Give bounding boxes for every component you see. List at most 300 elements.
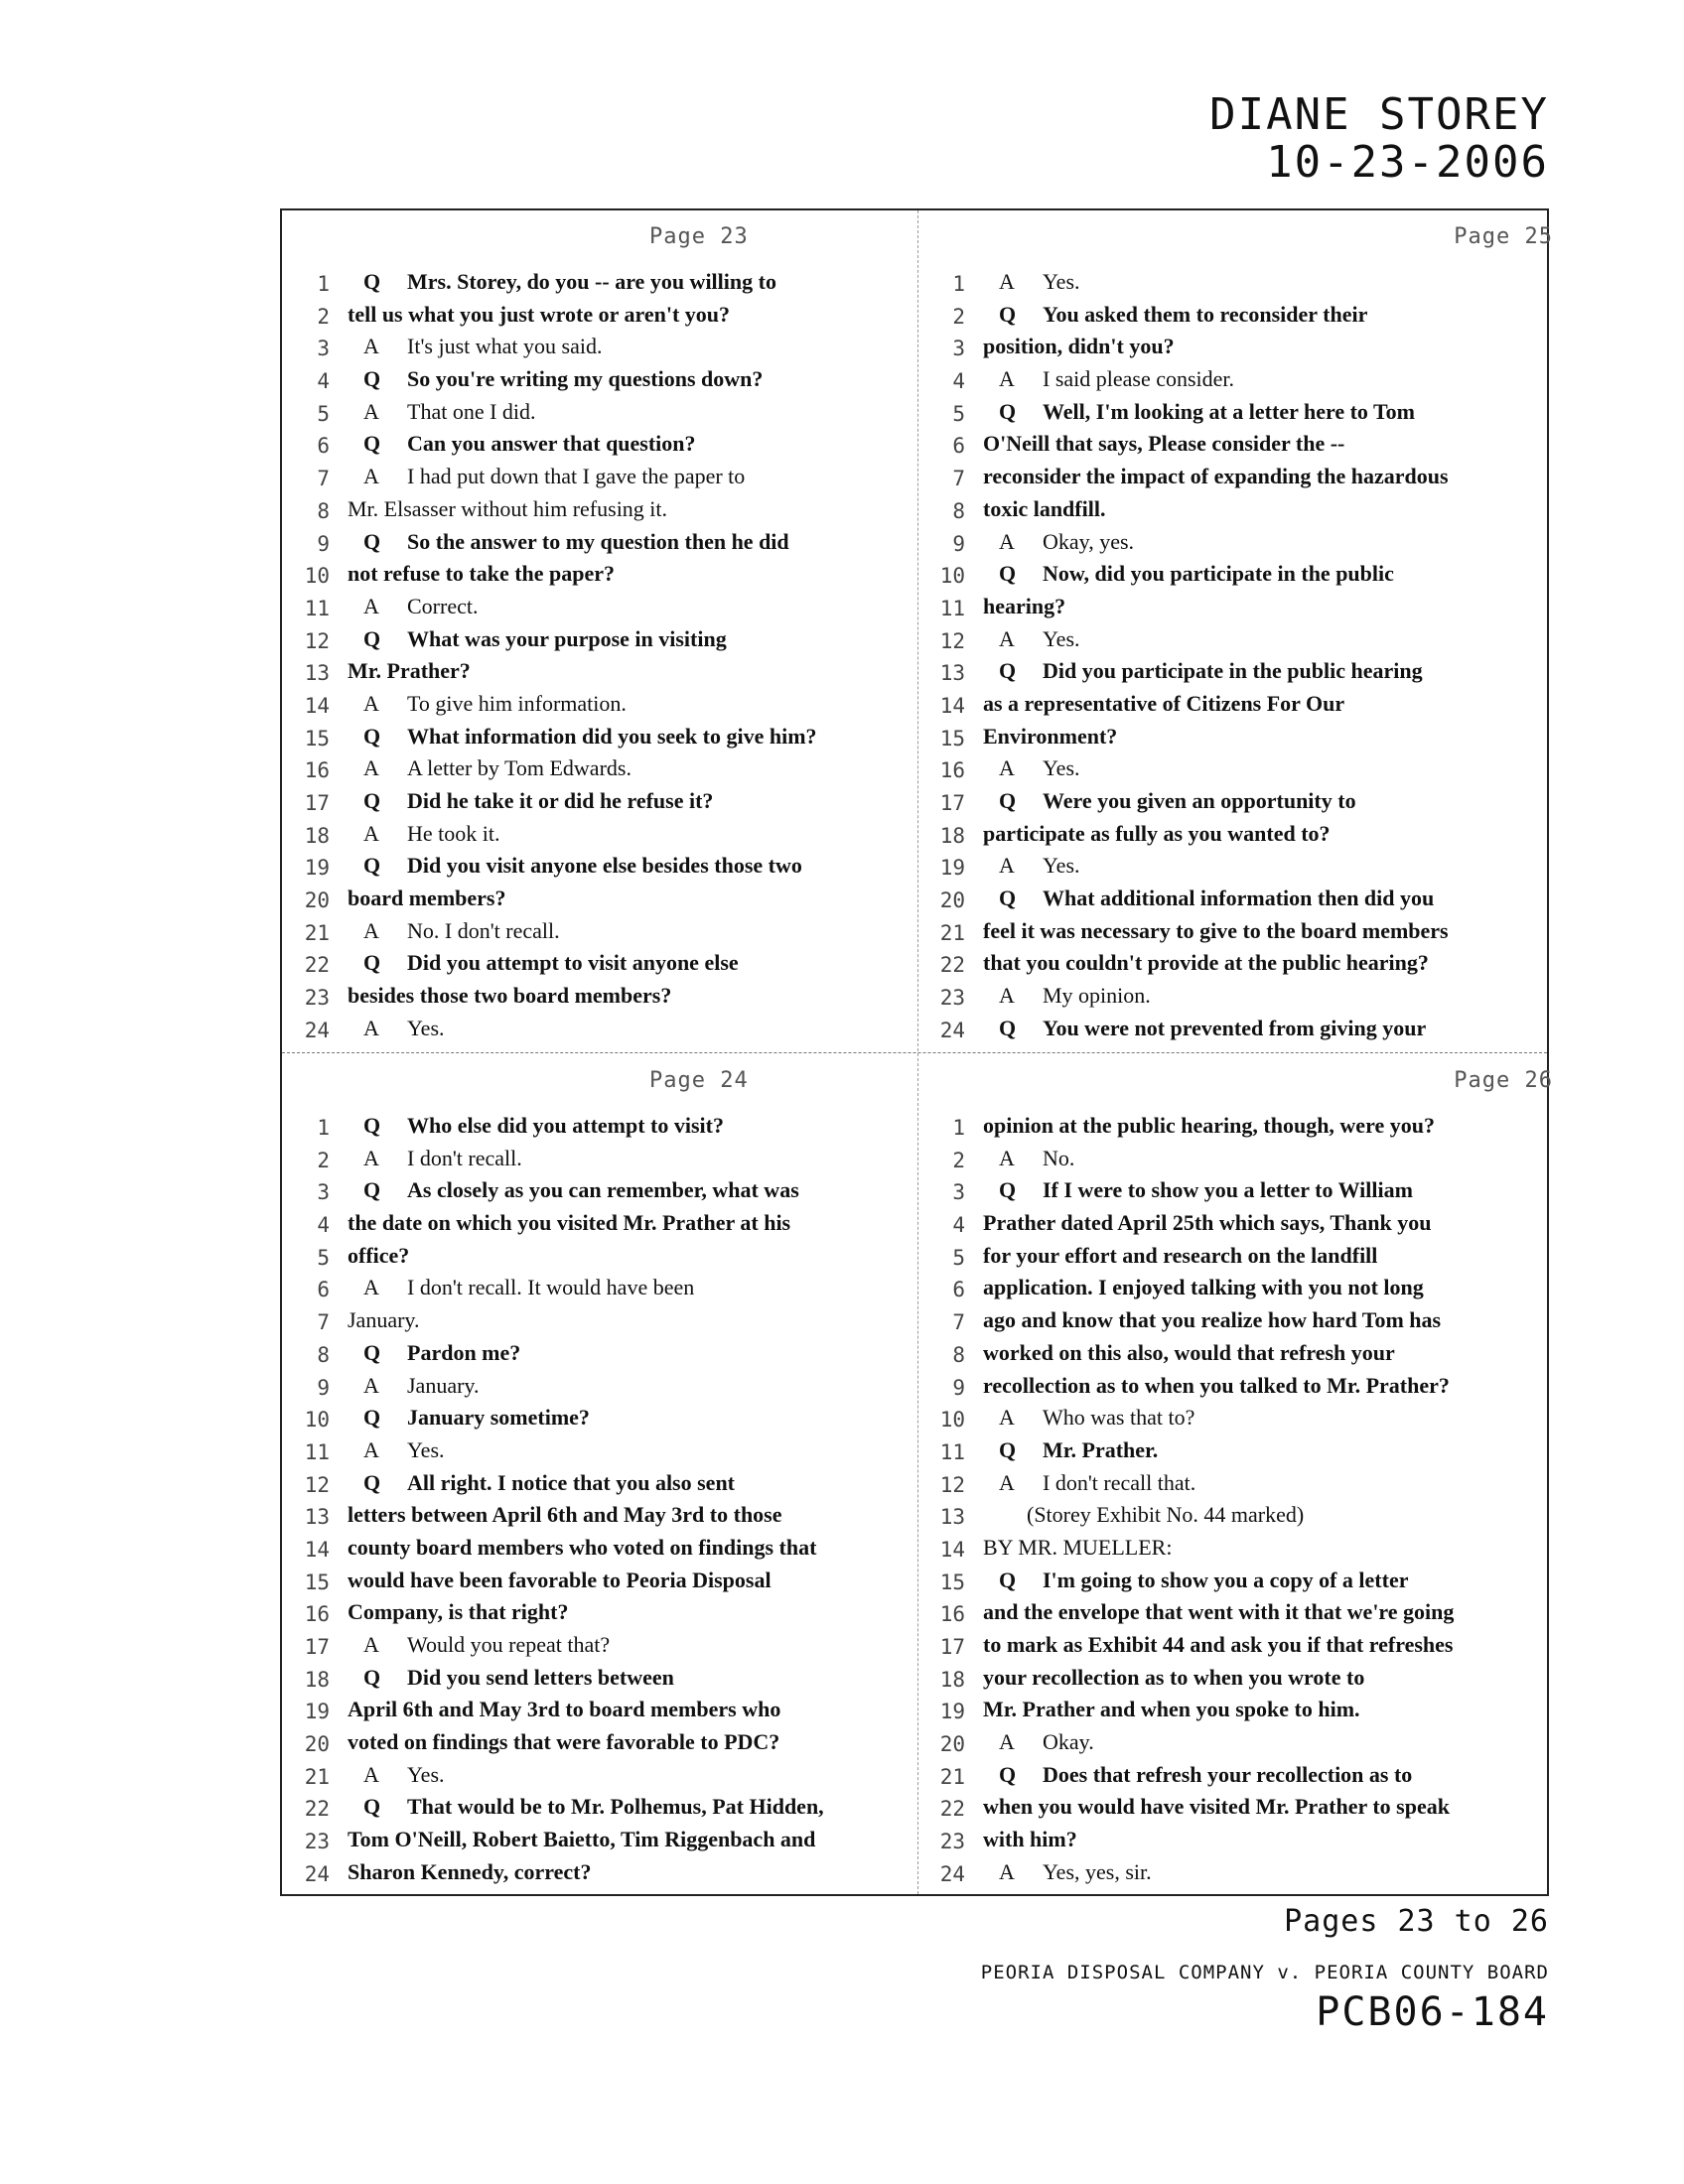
- line-number: 16: [304, 758, 330, 783]
- transcript-line: [292, 398, 908, 431]
- line-text: [363, 691, 627, 717]
- transcript-line: [292, 1112, 908, 1145]
- line-number: 7: [317, 467, 330, 491]
- transcript-line: [292, 430, 908, 463]
- speaker-marker: A: [999, 755, 1015, 781]
- transcript-line: [292, 917, 908, 950]
- line-number: 14: [304, 693, 330, 718]
- testimony-text: Mrs. Storey, do you -- are you willing to: [407, 269, 776, 294]
- speaker-marker: Q: [999, 1436, 1017, 1462]
- line-number: 11: [304, 596, 330, 620]
- line-text: [363, 1113, 724, 1139]
- line-number: 5: [952, 1245, 965, 1270]
- line-text: [363, 1146, 522, 1171]
- transcript-line: [292, 495, 908, 528]
- line-text: [983, 1794, 1450, 1820]
- transcript-line: [927, 690, 1543, 723]
- line-text: [983, 1113, 1435, 1139]
- transcript-line: [292, 787, 908, 820]
- line-number: 22: [304, 953, 330, 978]
- line-text: [999, 755, 1080, 781]
- line-text: [983, 918, 1449, 944]
- line-text: [363, 1665, 674, 1691]
- transcript-line: [927, 1793, 1543, 1826]
- testimony-text: April 6th and May 3rd to board members who: [348, 1697, 781, 1722]
- transcript-line: [927, 463, 1543, 495]
- line-text: [999, 1859, 1152, 1885]
- transcript-line: [292, 1306, 908, 1339]
- transcript-line: [927, 1176, 1543, 1209]
- line-text: [999, 1146, 1074, 1171]
- line-text: [983, 1307, 1441, 1333]
- line-text: [363, 1016, 445, 1041]
- line-text: [363, 594, 478, 619]
- speaker-marker: A: [363, 917, 379, 943]
- transcript-line: [292, 593, 908, 625]
- line-number: 10: [939, 1408, 965, 1433]
- speaker-marker: A: [363, 334, 379, 359]
- testimony-text: Now, did you participate in the public: [1043, 561, 1394, 587]
- transcript-line: [927, 787, 1543, 820]
- speaker-marker: Q: [363, 366, 381, 392]
- speaker-marker: A: [363, 1632, 379, 1657]
- line-text: [1027, 1502, 1304, 1528]
- transcript-line: [927, 1631, 1543, 1664]
- speaker-marker: A: [363, 464, 379, 489]
- speaker-marker: Q: [363, 1339, 381, 1365]
- line-number: 18: [304, 1667, 330, 1692]
- testimony-text: Did he take it or did he refuse it?: [407, 788, 714, 813]
- line-number: 13: [939, 1505, 965, 1530]
- line-number: 9: [317, 531, 330, 556]
- speaker-marker: Q: [999, 561, 1017, 587]
- speaker-marker: A: [363, 593, 379, 618]
- transcript-line: [927, 333, 1543, 365]
- testimony-text: What additional information then did you: [1043, 886, 1435, 911]
- line-number: 24: [304, 1018, 330, 1042]
- speaker-marker: A: [363, 1145, 379, 1170]
- speaker-marker: Q: [363, 1113, 381, 1138]
- line-number: 14: [939, 693, 965, 718]
- testimony-text: Yes, yes, sir.: [1043, 1858, 1152, 1884]
- transcript-line: [927, 560, 1543, 593]
- line-number: 24: [939, 1861, 965, 1886]
- line-text: [999, 561, 1394, 587]
- line-number: 1: [317, 272, 330, 296]
- speaker-marker: A: [999, 853, 1015, 879]
- line-text: [348, 886, 505, 911]
- transcript-line: [292, 528, 908, 561]
- line-text: [983, 464, 1449, 489]
- line-text: [363, 950, 739, 976]
- speaker-marker: A: [363, 398, 379, 424]
- transcript-line: [927, 1567, 1543, 1599]
- line-text: [999, 626, 1080, 652]
- transcript-line: [292, 560, 908, 593]
- line-text: [363, 269, 776, 295]
- deponent-name: DIANE STOREY: [1209, 89, 1549, 140]
- line-number: 15: [304, 1570, 330, 1594]
- line-text: [348, 1502, 782, 1528]
- testimony-text: Did you participate in the public hearing: [1043, 658, 1423, 684]
- line-text: [999, 1568, 1408, 1593]
- speaker-marker: Q: [999, 658, 1017, 684]
- transcript-line: [292, 1469, 908, 1502]
- testimony-text: as a representative of Citizens For Our: [983, 690, 1345, 716]
- speaker-marker: Q: [363, 528, 381, 554]
- transcript-line: [927, 593, 1543, 625]
- line-text: [999, 983, 1151, 1009]
- line-number: 1: [317, 1116, 330, 1140]
- testimony-text: January.: [407, 1372, 480, 1398]
- testimony-text: recollection as to when you talked to Mr. Prather?: [983, 1372, 1450, 1398]
- transcript-line: [927, 1242, 1543, 1275]
- vertical-divider: [917, 210, 918, 1894]
- testimony-text: to mark as Exhibit 44 and ask you if that refreshes: [983, 1632, 1454, 1657]
- testimony-text: To give him information.: [407, 690, 627, 716]
- line-number: 10: [939, 564, 965, 589]
- testimony-text: Yes.: [407, 1761, 445, 1787]
- testimony-text: letters between April 6th and May 3rd to those: [348, 1502, 782, 1528]
- line-text: [983, 334, 1175, 359]
- transcript-line: [927, 1209, 1543, 1242]
- line-number: 21: [304, 920, 330, 945]
- speaker-marker: A: [363, 690, 379, 716]
- transcript-line: [292, 1598, 908, 1631]
- transcript-line: [927, 852, 1543, 885]
- line-number: 13: [304, 1505, 330, 1530]
- line-number: 2: [952, 1148, 965, 1172]
- testimony-text: Yes.: [407, 1436, 445, 1462]
- testimony-text: I don't recall that.: [1043, 1469, 1196, 1495]
- page-lines: [927, 1112, 1543, 1891]
- speaker-marker: Q: [363, 950, 381, 976]
- line-number: 13: [304, 661, 330, 686]
- testimony-text: A letter by Tom Edwards.: [407, 755, 632, 781]
- transcript-line: [927, 495, 1543, 528]
- testimony-text: Correct.: [407, 593, 479, 618]
- testimony-text: besides those two board members?: [348, 983, 672, 1009]
- testimony-text: Company, is that right?: [348, 1599, 569, 1625]
- speaker-marker: Q: [999, 1761, 1017, 1787]
- transcript-line: [927, 917, 1543, 950]
- transcript-line: [927, 1826, 1543, 1858]
- testimony-text: when you would have visited Mr. Prather to speak: [983, 1794, 1450, 1820]
- line-text: [348, 1859, 591, 1885]
- transcript-line: [927, 1015, 1543, 1047]
- line-number: 8: [952, 498, 965, 523]
- transcript-line: [292, 1761, 908, 1794]
- testimony-text: Okay.: [1043, 1729, 1094, 1755]
- line-text: [348, 1568, 772, 1593]
- line-text: [348, 496, 667, 522]
- line-number: 19: [939, 856, 965, 881]
- line-text: [363, 464, 745, 489]
- page-lines: [292, 1112, 908, 1891]
- page-label: Page 24: [649, 1068, 749, 1093]
- testimony-text: worked on this also, would that refresh your: [983, 1339, 1395, 1365]
- transcript-line: [292, 852, 908, 885]
- line-text: [983, 1340, 1395, 1366]
- line-text: [363, 626, 727, 652]
- line-number: 7: [952, 467, 965, 491]
- testimony-text: As closely as you can remember, what was: [407, 1177, 799, 1203]
- line-number: 20: [304, 1732, 330, 1757]
- speaker-marker: A: [363, 1015, 379, 1040]
- testimony-text: Mr. Prather and when you spoke to him.: [983, 1697, 1360, 1722]
- line-text: [983, 724, 1117, 750]
- page-range: Pages 23 to 26: [1284, 1904, 1549, 1939]
- line-text: [999, 302, 1367, 328]
- speaker-marker: Q: [999, 301, 1017, 327]
- testimony-text: hearing?: [983, 593, 1066, 618]
- transcript-line: [292, 1372, 908, 1405]
- line-text: [348, 1535, 816, 1561]
- testimony-text: with him?: [983, 1827, 1077, 1852]
- line-text: [983, 1210, 1432, 1236]
- line-text: [999, 886, 1434, 911]
- transcript-line: [927, 982, 1543, 1015]
- page-label: Page 25: [1454, 224, 1553, 249]
- speaker-marker: A: [363, 820, 379, 846]
- line-text: [983, 691, 1344, 717]
- transcript-line: [927, 1469, 1543, 1502]
- transcript-line: [292, 625, 908, 658]
- line-number: 5: [317, 1245, 330, 1270]
- line-number: 19: [304, 856, 330, 881]
- line-text: [363, 334, 602, 359]
- speaker-marker: A: [363, 1275, 379, 1300]
- line-text: [348, 1210, 790, 1236]
- transcript-line: [292, 690, 908, 723]
- speaker-marker: Q: [999, 398, 1017, 424]
- testimony-text: All right. I notice that you also sent: [407, 1469, 735, 1495]
- transcript-line: [927, 398, 1543, 431]
- testimony-text: position, didn't you?: [983, 334, 1175, 359]
- line-number: 22: [304, 1797, 330, 1822]
- transcript-line: [927, 1598, 1543, 1631]
- line-number: 20: [939, 888, 965, 913]
- line-text: [999, 1762, 1412, 1788]
- transcript-line: [292, 1209, 908, 1242]
- transcript-line: [927, 1761, 1543, 1794]
- line-text: [363, 1437, 445, 1463]
- page-label: Page 26: [1454, 1068, 1553, 1093]
- line-number: 24: [304, 1861, 330, 1886]
- transcript-line: [927, 1404, 1543, 1436]
- line-text: [999, 1405, 1194, 1431]
- transcript-line: [292, 1339, 908, 1372]
- transcript-line: [292, 1858, 908, 1891]
- line-text: [363, 1373, 480, 1399]
- testimony-text: Who was that to?: [1043, 1405, 1195, 1431]
- testimony-text: Yes.: [407, 1015, 445, 1040]
- testimony-text: Yes.: [1043, 269, 1080, 294]
- testimony-text: It's just what you said.: [407, 334, 603, 359]
- transcript-line: [292, 1793, 908, 1826]
- transcript-line: [292, 463, 908, 495]
- line-text: [363, 1177, 799, 1203]
- testimony-text: BY MR. MUELLER:: [983, 1534, 1173, 1560]
- line-text: [348, 1697, 780, 1722]
- speaker-marker: Q: [363, 1405, 381, 1431]
- testimony-text: feel it was necessary to give to the board members: [983, 917, 1449, 943]
- line-number: 10: [304, 1408, 330, 1433]
- transcript-line: [292, 754, 908, 787]
- testimony-text: What information did you seek to give him?: [407, 723, 817, 749]
- testimony-text: January.: [348, 1307, 420, 1333]
- transcript-line: [292, 268, 908, 301]
- testimony-text: I had put down that I gave the paper to: [407, 464, 746, 489]
- transcript-line: [927, 268, 1543, 301]
- testimony-text: not refuse to take the paper?: [348, 561, 616, 587]
- speaker-marker: Q: [363, 1177, 381, 1203]
- speaker-marker: A: [999, 1469, 1015, 1495]
- testimony-text: My opinion.: [1043, 983, 1151, 1009]
- testimony-text: your recollection as to when you wrote to: [983, 1664, 1365, 1690]
- transcript-line: [292, 820, 908, 853]
- line-text: [999, 788, 1356, 814]
- transcript-line: [292, 657, 908, 690]
- line-number: 2: [952, 304, 965, 329]
- line-number: 2: [317, 1148, 330, 1172]
- transcript-line: [927, 754, 1543, 787]
- testimony-text: opinion at the public hearing, though, were you?: [983, 1113, 1435, 1138]
- transcript-frame: [280, 208, 1553, 1896]
- speaker-marker: Q: [999, 1567, 1017, 1592]
- speaker-marker: Q: [363, 723, 381, 749]
- testimony-text: I'm going to show you a copy of a letter: [1043, 1567, 1409, 1592]
- line-number: 23: [304, 986, 330, 1011]
- line-number: 3: [952, 1180, 965, 1205]
- testimony-text: Yes.: [1043, 625, 1080, 651]
- transcript-line: [927, 1112, 1543, 1145]
- testimony-text: the date on which you visited Mr. Prather at his: [348, 1210, 791, 1236]
- line-number: 22: [939, 1797, 965, 1822]
- line-number: 14: [304, 1537, 330, 1562]
- speaker-marker: A: [999, 983, 1015, 1009]
- line-text: [983, 1632, 1453, 1658]
- speaker-marker: A: [999, 1858, 1015, 1884]
- speaker-marker: A: [363, 1761, 379, 1787]
- line-text: [983, 594, 1065, 619]
- testimony-text: Sharon Kennedy, correct?: [348, 1858, 592, 1884]
- line-text: [363, 366, 763, 392]
- line-number: 4: [952, 1213, 965, 1238]
- transcript-line: [292, 949, 908, 982]
- line-number: 23: [304, 1830, 330, 1854]
- line-number: 20: [939, 1732, 965, 1757]
- line-number: 23: [939, 986, 965, 1011]
- transcript-line: [927, 301, 1543, 334]
- testimony-text: Did you attempt to visit anyone else: [407, 950, 739, 976]
- line-number: 12: [939, 628, 965, 653]
- line-number: 11: [304, 1439, 330, 1464]
- testimony-text: Well, I'm looking at a letter here to Tom: [1043, 398, 1415, 424]
- speaker-marker: Q: [363, 1794, 381, 1820]
- case-number: PCB06-184: [1316, 1989, 1549, 2035]
- line-number: 9: [952, 531, 965, 556]
- line-number: 8: [317, 498, 330, 523]
- speaker-marker: Q: [999, 1015, 1017, 1040]
- testimony-text: Did you visit anyone else besides those two: [407, 853, 802, 879]
- testimony-text: I said please consider.: [1043, 366, 1235, 392]
- testimony-text: You asked them to reconsider their: [1043, 301, 1368, 327]
- line-text: [363, 853, 802, 879]
- line-number: 2: [317, 304, 330, 329]
- testimony-text: for your effort and research on the landfill: [983, 1242, 1378, 1268]
- transcript-line: [292, 1696, 908, 1728]
- transcript-line: [927, 625, 1543, 658]
- line-number: 6: [317, 1278, 330, 1302]
- transcript-line: [927, 528, 1543, 561]
- line-text: [363, 755, 632, 781]
- testimony-text: If I were to show you a letter to William: [1043, 1177, 1413, 1203]
- speaker-marker: Q: [363, 1469, 381, 1495]
- testimony-text: that you couldn't provide at the public hearing?: [983, 950, 1429, 976]
- line-number: 9: [952, 1375, 965, 1400]
- testimony-text: He took it.: [407, 820, 500, 846]
- line-text: [999, 269, 1080, 295]
- testimony-text: office?: [348, 1242, 410, 1268]
- speaker-marker: Q: [363, 625, 381, 651]
- transcript-line: [927, 1436, 1543, 1469]
- line-text: [983, 431, 1344, 457]
- testimony-text: and the envelope that went with it that we're going: [983, 1599, 1455, 1625]
- testimony-text: You were not prevented from giving your: [1043, 1015, 1427, 1040]
- testimony-text: Mr. Elsasser without him refusing it.: [348, 495, 668, 521]
- transcript-line: [927, 1534, 1543, 1567]
- transcript-line: [292, 1631, 908, 1664]
- transcript-line: [927, 365, 1543, 398]
- speaker-marker: A: [363, 755, 379, 781]
- line-number: 7: [952, 1310, 965, 1335]
- transcript-line: [927, 1306, 1543, 1339]
- testimony-text: county board members who voted on findings that: [348, 1534, 817, 1560]
- testimony-text: No. I don't recall.: [407, 917, 560, 943]
- testimony-text: Can you answer that question?: [407, 431, 696, 457]
- line-number: 19: [304, 1700, 330, 1724]
- transcript-line: [927, 657, 1543, 690]
- line-number: 18: [939, 823, 965, 848]
- line-number: 12: [304, 628, 330, 653]
- testimony-text: O'Neill that says, Please consider the --: [983, 431, 1345, 457]
- line-text: [983, 1665, 1364, 1691]
- line-text: [348, 1243, 409, 1269]
- line-number: 12: [939, 1472, 965, 1497]
- line-text: [363, 1470, 735, 1496]
- transcript-line: [292, 333, 908, 365]
- transcript-line: [292, 982, 908, 1015]
- testimony-text: tell us what you just wrote or aren't you?: [348, 301, 730, 327]
- line-text: [348, 302, 730, 328]
- transcript-line: [292, 885, 908, 917]
- line-number: 21: [939, 920, 965, 945]
- speaker-marker: A: [363, 1372, 379, 1398]
- testimony-text: Would you repeat that?: [407, 1632, 611, 1657]
- testimony-text: toxic landfill.: [983, 495, 1106, 521]
- speaker-marker: Q: [363, 853, 381, 879]
- line-number: 16: [304, 1602, 330, 1627]
- line-text: [363, 1794, 824, 1820]
- line-text: [999, 529, 1134, 555]
- transcript-line: [927, 1728, 1543, 1761]
- testimony-text: Yes.: [1043, 853, 1080, 879]
- line-text: [348, 1729, 779, 1755]
- line-number: 15: [939, 1570, 965, 1594]
- page-lines: [927, 268, 1543, 1047]
- testimony-text: I don't recall. It would have been: [407, 1275, 695, 1300]
